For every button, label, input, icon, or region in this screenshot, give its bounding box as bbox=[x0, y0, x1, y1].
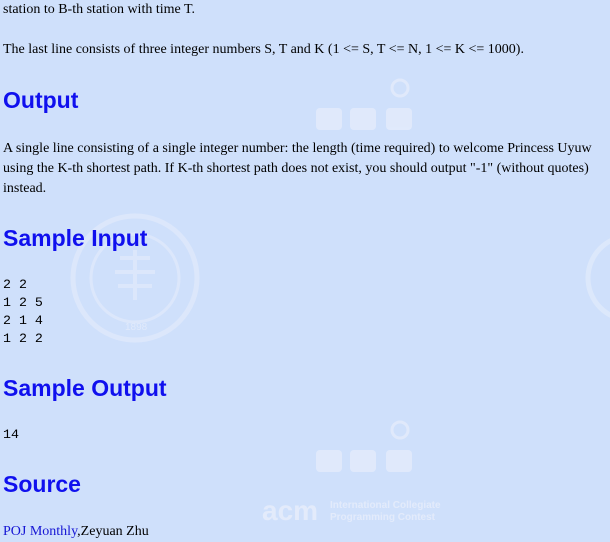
sample-output-heading: Sample Output bbox=[3, 375, 167, 401]
sample-input-heading: Sample Input bbox=[3, 225, 148, 251]
input-description-tail: station to B-th station with time T. bbox=[3, 2, 195, 17]
acm-watermark-text: acm bbox=[262, 495, 319, 526]
input-constraints: The last line consists of three integer numbers S, T and K (1 <= S, T <= N, 1 <= K <= 1000). bbox=[3, 42, 524, 57]
sample-input-block bbox=[3, 276, 43, 348]
output-description: A single line consisting of a single integer number: the length (time required) to welcome Princess Uyuw using the K-th shortest path. If K-th shortest path does not exist, you should output "-1" (without quotes) instead. bbox=[3, 141, 592, 196]
sample-input-line: 2 1 4 bbox=[3, 313, 43, 328]
university-seal-watermark-right bbox=[588, 236, 610, 320]
sample-input-line: 1 2 5 bbox=[3, 295, 43, 310]
sample-input-line: 1 2 2 bbox=[3, 331, 43, 346]
source-author: ,Zeyuan Zhu bbox=[77, 524, 149, 539]
acm-logo-icons-top bbox=[316, 80, 412, 130]
sample-output-value: 14 bbox=[3, 427, 19, 442]
source-heading: Source bbox=[3, 471, 81, 497]
icpc-watermark-line1: International Collegiate bbox=[330, 500, 441, 511]
seal-year-text: 1898 bbox=[125, 322, 148, 333]
output-heading: Output bbox=[3, 87, 79, 113]
source-link[interactable]: POJ Monthly bbox=[3, 524, 78, 539]
icpc-watermark-line2: Programming Contest bbox=[330, 512, 436, 523]
acm-logo-icons-bottom bbox=[316, 422, 412, 472]
sample-output-block bbox=[3, 426, 19, 444]
sample-input-line: 2 2 bbox=[3, 277, 27, 292]
source-line bbox=[3, 522, 603, 542]
